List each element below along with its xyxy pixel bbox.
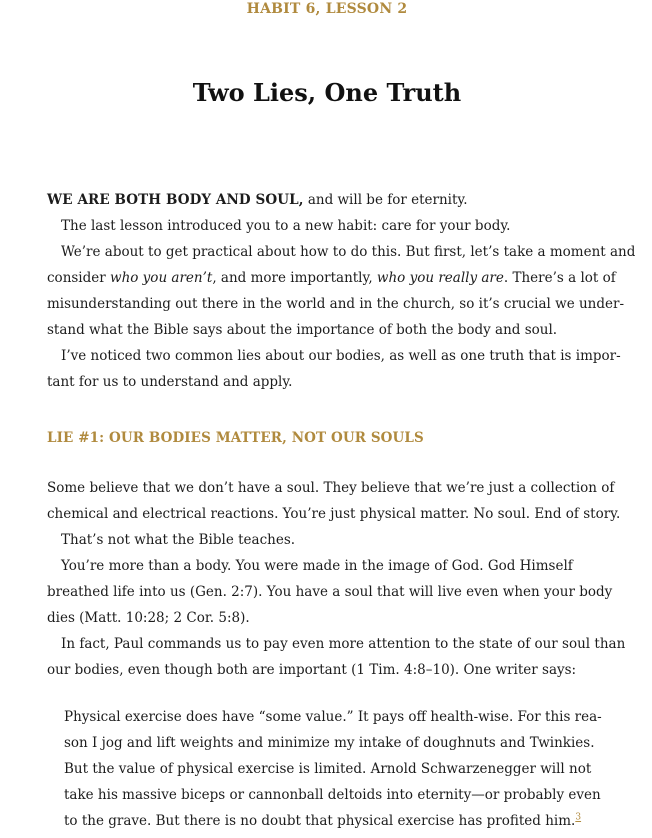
quote-line-2: son I jog and lift weights and minimize my intake of doughnuts and Twinkies. (64, 735, 595, 751)
intro-paragraph-3-line-4: stand what the Bible says about the importance of both the body and soul. (47, 322, 558, 338)
lie1-paragraph-3-line-1: You’re more than a body. You were made in the image of God. God Himself (61, 558, 573, 574)
text-run: . There’s a lot of (503, 270, 616, 286)
footnote-link[interactable]: 3 (575, 812, 582, 823)
intro-paragraph-4-line-2: tant for us to understand and apply. (47, 374, 293, 390)
lesson-kicker: HABIT 6, LESSON 2 (246, 1, 408, 17)
quote-line-1: Physical exercise does have “some value.” It pays off health-wise. For this rea- (64, 709, 602, 725)
intro-lead (47, 187, 609, 213)
page-title: Two Lies, One Truth (192, 78, 462, 107)
intro-paragraph-3-line-3: misunderstanding out there in the world and in the church, so it’s crucial we under- (47, 296, 625, 312)
lie1-paragraph-3-line-2: breathed life into us (Gen. 2:7). You have a soul that will live even when your body (47, 584, 613, 600)
text-run: to the grave. But there is no doubt that physical exercise has profited him. (64, 813, 576, 829)
lie-1-section (47, 475, 626, 683)
lie1-paragraph-3-line-3: dies (Matt. 10:28; 2 Cor. 5:8). (47, 610, 250, 626)
quote-line-4: take his massive biceps or cannonball deltoids into eternity—or probably even (64, 787, 601, 803)
emphasis-who-you-really-are: who you really are (376, 270, 504, 286)
lie1-paragraph-4-line-2: our bodies, even though both are important (1 Tim. 4:8–10). One writer says: (47, 662, 577, 678)
lead-rest: and will be for eternity. (303, 192, 468, 208)
lie1-paragraph-2: That’s not what the Bible teaches. (61, 532, 296, 548)
quote-line-5 (64, 808, 604, 834)
lie1-paragraph-4-line-1: In fact, Paul commands us to pay even more attention to the state of our soul than (61, 636, 626, 652)
text-run: , and more importantly, (212, 270, 377, 286)
lead-caps: WE ARE BOTH BODY AND SOUL, (47, 192, 304, 208)
emphasis-who-you-arent: who you aren’t (110, 270, 213, 286)
intro-paragraph-3-line-1: We’re about to get practical about how to do this. But first, let’s take a moment and (61, 244, 636, 260)
section-heading-lie-1: LIE #1: OUR BODIES MATTER, NOT OUR SOULS (47, 430, 424, 446)
intro-paragraph-4-line-1: I’ve noticed two common lies about our bodies, as well as one truth that is impor- (61, 348, 621, 364)
text-run: consider (47, 270, 111, 286)
intro-paragraph-2: The last lesson introduced you to a new habit: care for your body. (61, 218, 511, 234)
quote-line-3: But the value of physical exercise is limited. Arnold Schwarzenegger will not (64, 761, 592, 777)
lie1-paragraph-1-line-2: chemical and electrical reactions. You’re just physical matter. No soul. End of story. (47, 506, 621, 522)
lie1-paragraph-1-line-1: Some believe that we don’t have a soul. They believe that we’re just a collection of (47, 480, 615, 496)
intro-section (47, 187, 636, 395)
block-quote (64, 704, 604, 834)
intro-paragraph-3-line-2 (47, 265, 616, 291)
